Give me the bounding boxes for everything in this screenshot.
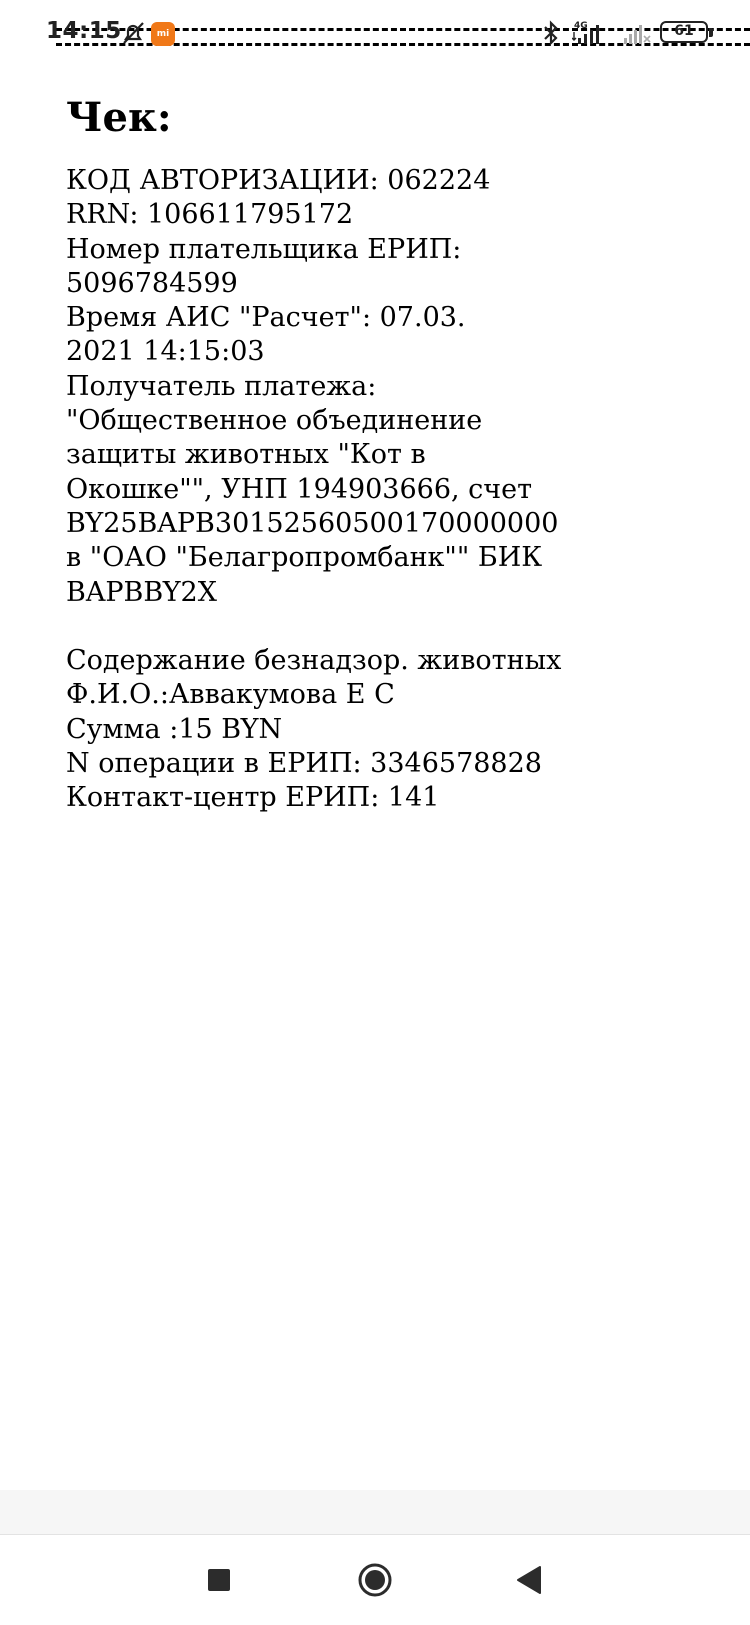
bottom-gray-strip [0,1490,750,1534]
receipt-line-bank: в "ОАО "Белагропромбанк"" БИК [66,542,543,574]
home-button[interactable] [350,1555,400,1605]
receipt-line-contact-center: Контакт-центр ЕРИП: 141 [66,782,440,814]
navigation-bar [0,1535,750,1625]
receipt [66,88,706,816]
receipt-line-amount: Сумма :15 BYN [66,713,283,745]
receipt-line-recipient-3: Окошке"", УНП 194903666, счет [66,473,533,505]
triangle-back-icon [515,1565,543,1595]
receipt-line-recipient-1: "Общественное объединение [66,405,483,437]
bell-muted-icon [120,20,146,46]
circle-home-icon [357,1562,393,1598]
receipt-line-auth-code: КОД АВТОРИЗАЦИИ: 062224 [66,165,491,196]
receipt-line-operation-number: N операции в ЕРИП: 3346578828 [66,748,542,780]
receipt-line-payer-label: Номер плательщика ЕРИП: [66,233,462,265]
receipt-line-account: BY25BAPB30152560500170000000 [66,507,559,539]
receipt-line-time-label: Время АИС "Расчет": 07.03. [66,302,466,334]
receipt-line-purpose: Содержание безнадзор. животных [66,645,562,677]
network-type-label: 4G [574,21,588,31]
status-time: 14:15 [46,18,122,44]
receipt-line-name: Ф.И.О.:Аввакумова Е С [66,679,395,711]
receipt-spacer [66,610,706,644]
receipt-line-recipient-2: защиты животных "Кот в [66,439,426,471]
receipt-line-rrn: RRN: 106611795172 [66,199,354,231]
recent-apps-button[interactable] [194,1555,244,1605]
mi-app-icon: mi [151,22,175,46]
receipt-line-payer-number: 5096784599 [66,267,238,299]
back-button[interactable] [504,1555,554,1605]
status-bar [0,0,750,70]
square-recent-apps-icon [207,1568,231,1592]
receipt-line-recipient-label: Получатель платежа: [66,370,377,402]
battery-icon: 61 [660,21,708,43]
receipt-line-bic: BAPBBY2X [66,576,217,608]
receipt-line-time-value: 2021 14:15:03 [66,336,265,368]
receipt-title: Чек: [66,94,172,141]
signal-no-service-icon [622,20,652,46]
bluetooth-icon [541,20,561,46]
signal-4g-icon [572,20,608,46]
battery-tip [709,28,713,37]
